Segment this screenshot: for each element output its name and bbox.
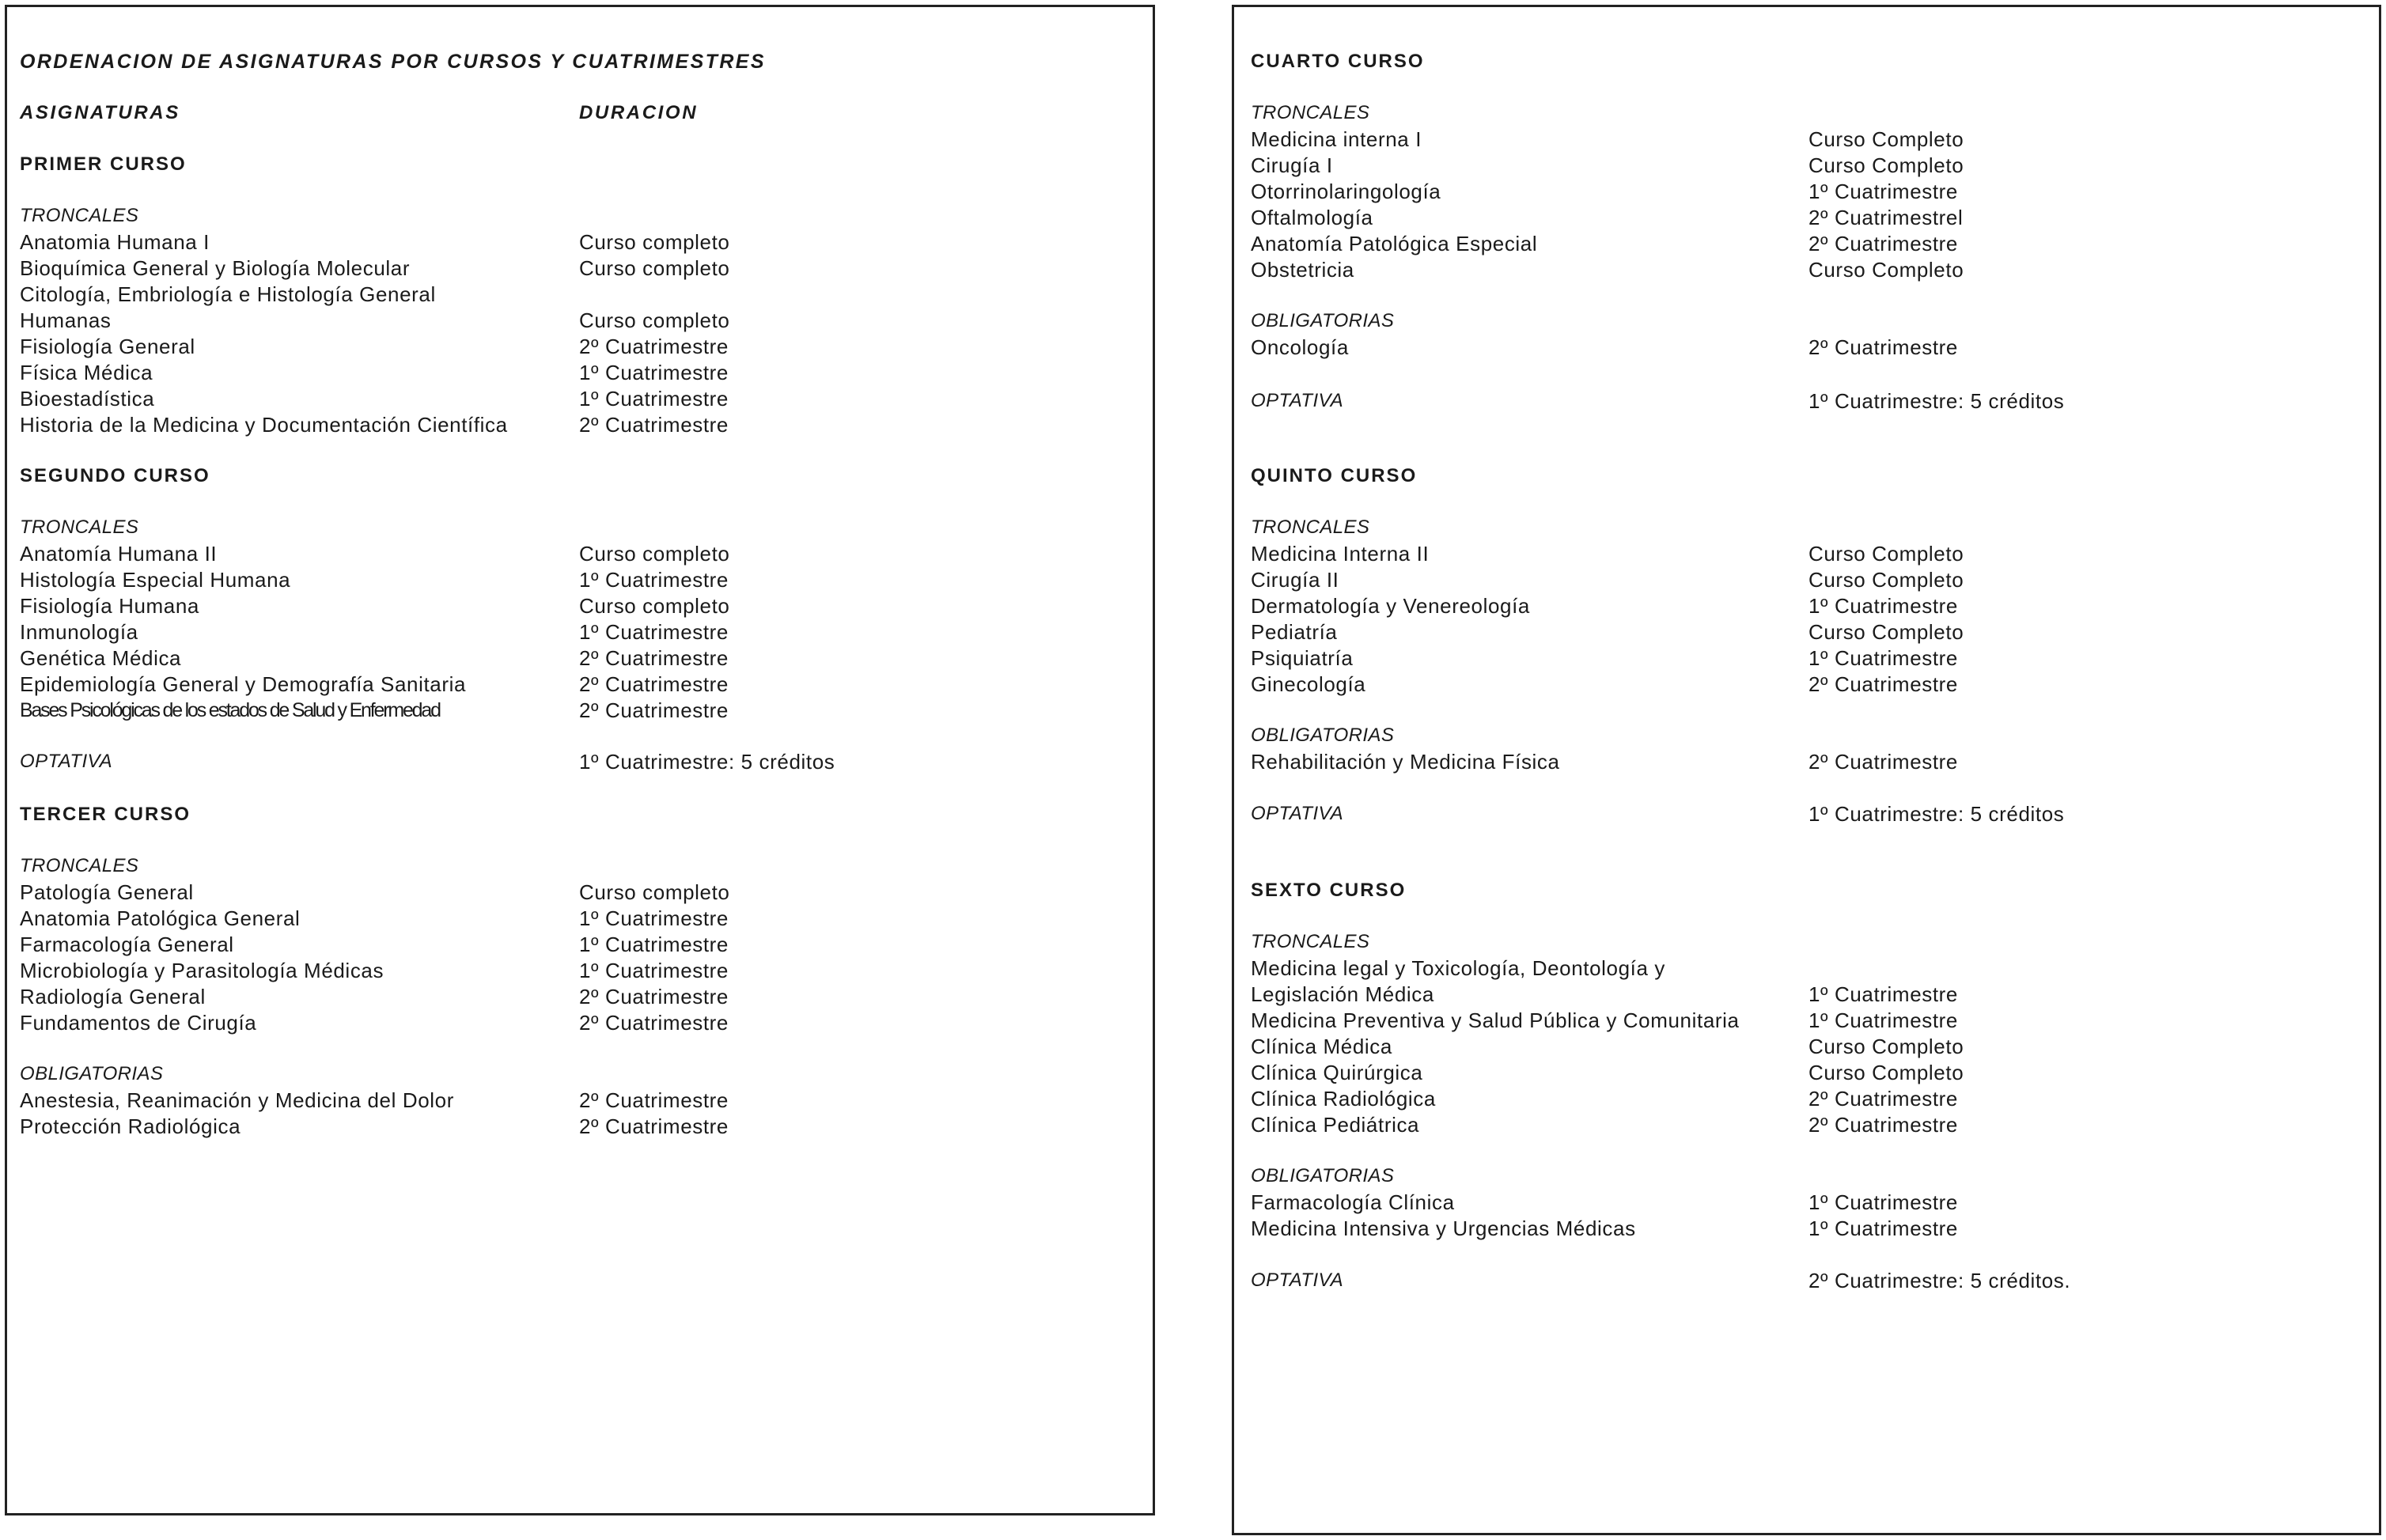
subject-name: Farmacología General	[20, 933, 234, 956]
subject-duration: 1º Cuatrimestre	[579, 906, 729, 930]
subject-duration: Curso completo	[579, 308, 730, 332]
subject-name: Bioestadística	[20, 387, 155, 411]
subject-name: Medicina interna I	[1251, 127, 1422, 151]
subject-name: Anatomia Patológica General	[20, 906, 301, 930]
subject-duration: Curso Completo	[1808, 1035, 1964, 1058]
subject-name: Dermatología y Venereología	[1251, 594, 1530, 618]
subject-name: Física Médica	[20, 361, 153, 384]
subject-duration: 2º Cuatrimestre	[1808, 335, 1958, 359]
subject-duration: Curso Completo	[1808, 1061, 1964, 1084]
subject-duration: Curso Completo	[1808, 153, 1964, 177]
subject-name: Citología, Embriología e Histología General	[20, 282, 436, 306]
subject-name: Inmunología	[20, 620, 138, 644]
subject-name: Anatomía Humana II	[20, 542, 218, 566]
subject-name: Cirugía II	[1251, 568, 1339, 592]
subject-duration: Curso completo	[579, 542, 730, 566]
subject-duration: 2º Cuatrimestre	[579, 672, 729, 696]
subject-duration: Curso Completo	[1808, 258, 1964, 282]
subject-duration: 2º Cuatrimestre	[1808, 1087, 1958, 1111]
subject-duration: 2º Cuatrimestre	[579, 1114, 729, 1138]
subject-name: Obstetricia	[1251, 258, 1354, 282]
subject-duration: 2º Cuatrimestre	[579, 1011, 729, 1035]
optativa-duration: 1º Cuatrimestre: 5 créditos	[579, 750, 835, 774]
optativa-duration: 2º Cuatrimestre: 5 créditos.	[1808, 1269, 2071, 1292]
subject-name: Protección Radiológica	[20, 1114, 241, 1138]
subject-duration: Curso completo	[579, 230, 730, 254]
subjects-column-header: ASIGNATURAS	[20, 102, 180, 123]
optativa-duration: 1º Cuatrimestre: 5 créditos	[1808, 802, 2065, 826]
subject-duration: 1º Cuatrimestre	[1808, 646, 1958, 670]
right-page: CUARTO CURSO TRONCALES Medicina interna I Curso Completo Cirugía I Curso Completo Otorrinolaringología 1º Cuatrimestre Oftalmología 2º Cuatrimestrel Anatomía Patológica Especial 2º Cuatrimestre Obstetricia Curso Completo OBLIGATORIAS Oncología 2º Cuatrimestre OPTATIVA 1º Cuatrimestre: 5 créditos QUINTO CURSO TRONCALES Medicina Interna II Curso Completo Cirugía II Curso Completo Dermatología y Venereología 1º Cuatrimestre Pediatría Curso Completo Psiquiatría 1º Cuatrimestre Ginecología 2º Cuatrimestre OBLIGATORIAS Rehabilitación y Medicina Física 2º Cuatrimestre OPTATIVA 1º Cuatrimestre: 5 créditos SEXTO CURSO TRONCALES Medicina legal y Toxicología, Deontología y Legislación Médica 1º Cuatrimestre Medicina Preventiva y Salud Pública y Comunitaria 1º Cuatrimestre Clínica Médica Curso Completo Clínica Quirúrgica Curso Completo Clínica Radiológica 2º Cuatrimestre Clínica Pediátrica 2º Cuatrimestre OBLIGATORIAS Farmacología Clínica 1º Cuatrimestre Medicina Intensiva y Urgencias Médicas 1º Cuatrimestre OPTATIVA 2º Cuatrimestre: 5 créditos.	[1232, 5, 2381, 1535]
subject-name: Historia de la Medicina y Documentación Científica	[20, 413, 508, 437]
subject-duration: 2º Cuatrimestre	[579, 698, 729, 722]
subject-name: Clínica Radiológica	[1251, 1087, 1436, 1111]
subject-duration: Curso Completo	[1808, 542, 1964, 566]
subject-name: Clínica Médica	[1251, 1035, 1392, 1058]
subject-duration: 2º Cuatrimestre	[579, 413, 729, 437]
subject-duration: 1º Cuatrimestre	[1808, 1008, 1958, 1032]
subject-duration: Curso completo	[579, 256, 730, 280]
subject-duration: 1º Cuatrimestre	[579, 959, 729, 982]
subject-name: Radiología General	[20, 985, 206, 1008]
subject-name: Otorrinolaringología	[1251, 180, 1441, 203]
subject-duration: 1º Cuatrimestre	[1808, 982, 1958, 1006]
subject-name: Legislación Médica	[1251, 982, 1434, 1006]
subject-name: Oftalmología	[1251, 206, 1373, 229]
optativa-label: OPTATIVA	[20, 751, 113, 772]
subject-name: Medicina Preventiva y Salud Pública y Comunitaria	[1251, 1008, 1740, 1032]
subject-duration: 2º Cuatrimestre	[579, 646, 729, 670]
subject-name: Epidemiología General y Demografía Sanitaria	[20, 672, 467, 696]
subject-name: Ginecología	[1251, 672, 1366, 696]
subject-name: Bases Psicológicas de los estados de Salud y Enfermedad	[20, 699, 440, 721]
subject-name: Anatomía Patológica Especial	[1251, 232, 1538, 255]
subject-name: Microbiología y Parasitología Médicas	[20, 959, 384, 982]
subject-name: Anatomia Humana I	[20, 230, 210, 254]
subject-duration: 2º Cuatrimestrel	[1808, 206, 1964, 229]
subject-duration: 2º Cuatrimestre	[579, 985, 729, 1008]
subject-duration: 2º Cuatrimestre	[579, 335, 729, 358]
subject-duration: 1º Cuatrimestre	[1808, 594, 1958, 618]
subject-name: Patología General	[20, 880, 194, 904]
optativa-label: OPTATIVA	[1251, 390, 1344, 411]
subject-name: Clínica Quirúrgica	[1251, 1061, 1423, 1084]
subject-duration: Curso Completo	[1808, 568, 1964, 592]
subject-duration: 2º Cuatrimestre	[1808, 672, 1958, 696]
subject-duration: 1º Cuatrimestre	[579, 361, 729, 384]
subject-duration: 1º Cuatrimestre	[579, 933, 729, 956]
subject-name: Rehabilitación y Medicina Física	[1251, 750, 1560, 774]
subject-duration: 2º Cuatrimestre	[1808, 1113, 1958, 1137]
subject-name: Histología Especial Humana	[20, 568, 291, 592]
subject-duration: Curso Completo	[1808, 127, 1964, 151]
subject-duration: 1º Cuatrimestre	[1808, 180, 1958, 203]
subject-duration: 1º Cuatrimestre	[579, 620, 729, 644]
subject-name: Cirugía I	[1251, 153, 1333, 177]
optativa-label: OPTATIVA	[1251, 803, 1344, 824]
subject-duration: Curso completo	[579, 880, 730, 904]
subject-name: Pediatría	[1251, 620, 1338, 644]
subject-name: Clínica Pediátrica	[1251, 1113, 1420, 1137]
optativa-duration: 1º Cuatrimestre: 5 créditos	[1808, 389, 2065, 413]
subject-duration: 1º Cuatrimestre	[579, 568, 729, 592]
subject-duration: Curso completo	[579, 594, 730, 618]
subject-name: Psiquiatría	[1251, 646, 1354, 670]
subject-name: Humanas	[20, 308, 112, 332]
subject-name: Medicina legal y Toxicología, Deontología y	[1251, 956, 1665, 980]
subject-duration: 1º Cuatrimestre	[1808, 1190, 1958, 1214]
subject-duration: 2º Cuatrimestre	[1808, 750, 1958, 774]
subject-name: Anestesia, Reanimación y Medicina del Dolor	[20, 1088, 454, 1112]
left-page: ORDENACION DE ASIGNATURAS POR CURSOS Y CUATRIMESTRES ASIGNATURAS DURACION PRIMER CURSO TRONCALES Anatomia Humana I Curso completo Bioquímica General y Biología Molecular Curso completo Citología, Embriología e Histología General Humanas Curso completo Fisiología General 2º Cuatrimestre Física Médica 1º Cuatrimestre Bioestadística 1º Cuatrimestre Historia de la Medicina y Documentación Científica 2º Cuatrimestre SEGUNDO CURSO TRONCALES Anatomía Humana II Curso completo Histología Especial Humana 1º Cuatrimestre Fisiología Humana Curso completo Inmunología 1º Cuatrimestre Genética Médica 2º Cuatrimestre Epidemiología General y Demografía Sanitaria 2º Cuatrimestre Bases Psicológicas de los estados de Salud y Enfermedad 2º Cuatrimestre OPTATIVA 1º Cuatrimestre: 5 créditos TERCER CURSO TRONCALES Patología General Curso completo Anatomia Patológica General 1º Cuatrimestre Farmacología General 1º Cuatrimestre Microbiología y Parasitología Médicas 1º Cuatrimestre Radiología General 2º Cuatrimestre Fundamentos de Cirugía 2º Cuatrimestre OBLIGATORIAS Anestesia, Reanimación y Medicina del Dolor 2º Cuatrimestre Protección Radiológica 2º Cuatrimestre	[5, 5, 1155, 1515]
subject-duration: 1º Cuatrimestre	[579, 387, 729, 411]
subject-duration: 2º Cuatrimestre	[579, 1088, 729, 1112]
subject-name: Fisiología Humana	[20, 594, 199, 618]
subject-name: Bioquímica General y Biología Molecular	[20, 256, 411, 280]
subject-name: Farmacología Clínica	[1251, 1190, 1455, 1214]
subject-duration: Curso Completo	[1808, 620, 1964, 644]
subject-name: Medicina Intensiva y Urgencias Médicas	[1251, 1216, 1636, 1240]
subject-name: Medicina Interna II	[1251, 542, 1430, 566]
duration-column-header: DURACION	[579, 102, 699, 123]
subject-duration: 2º Cuatrimestre	[1808, 232, 1958, 255]
subject-duration: 1º Cuatrimestre	[1808, 1216, 1958, 1240]
subject-name: Oncología	[1251, 335, 1349, 359]
subject-name: Fundamentos de Cirugía	[20, 1011, 257, 1035]
optativa-label: OPTATIVA	[1251, 1269, 1344, 1291]
subject-name: Genética Médica	[20, 646, 182, 670]
subject-name: Fisiología General	[20, 335, 195, 358]
